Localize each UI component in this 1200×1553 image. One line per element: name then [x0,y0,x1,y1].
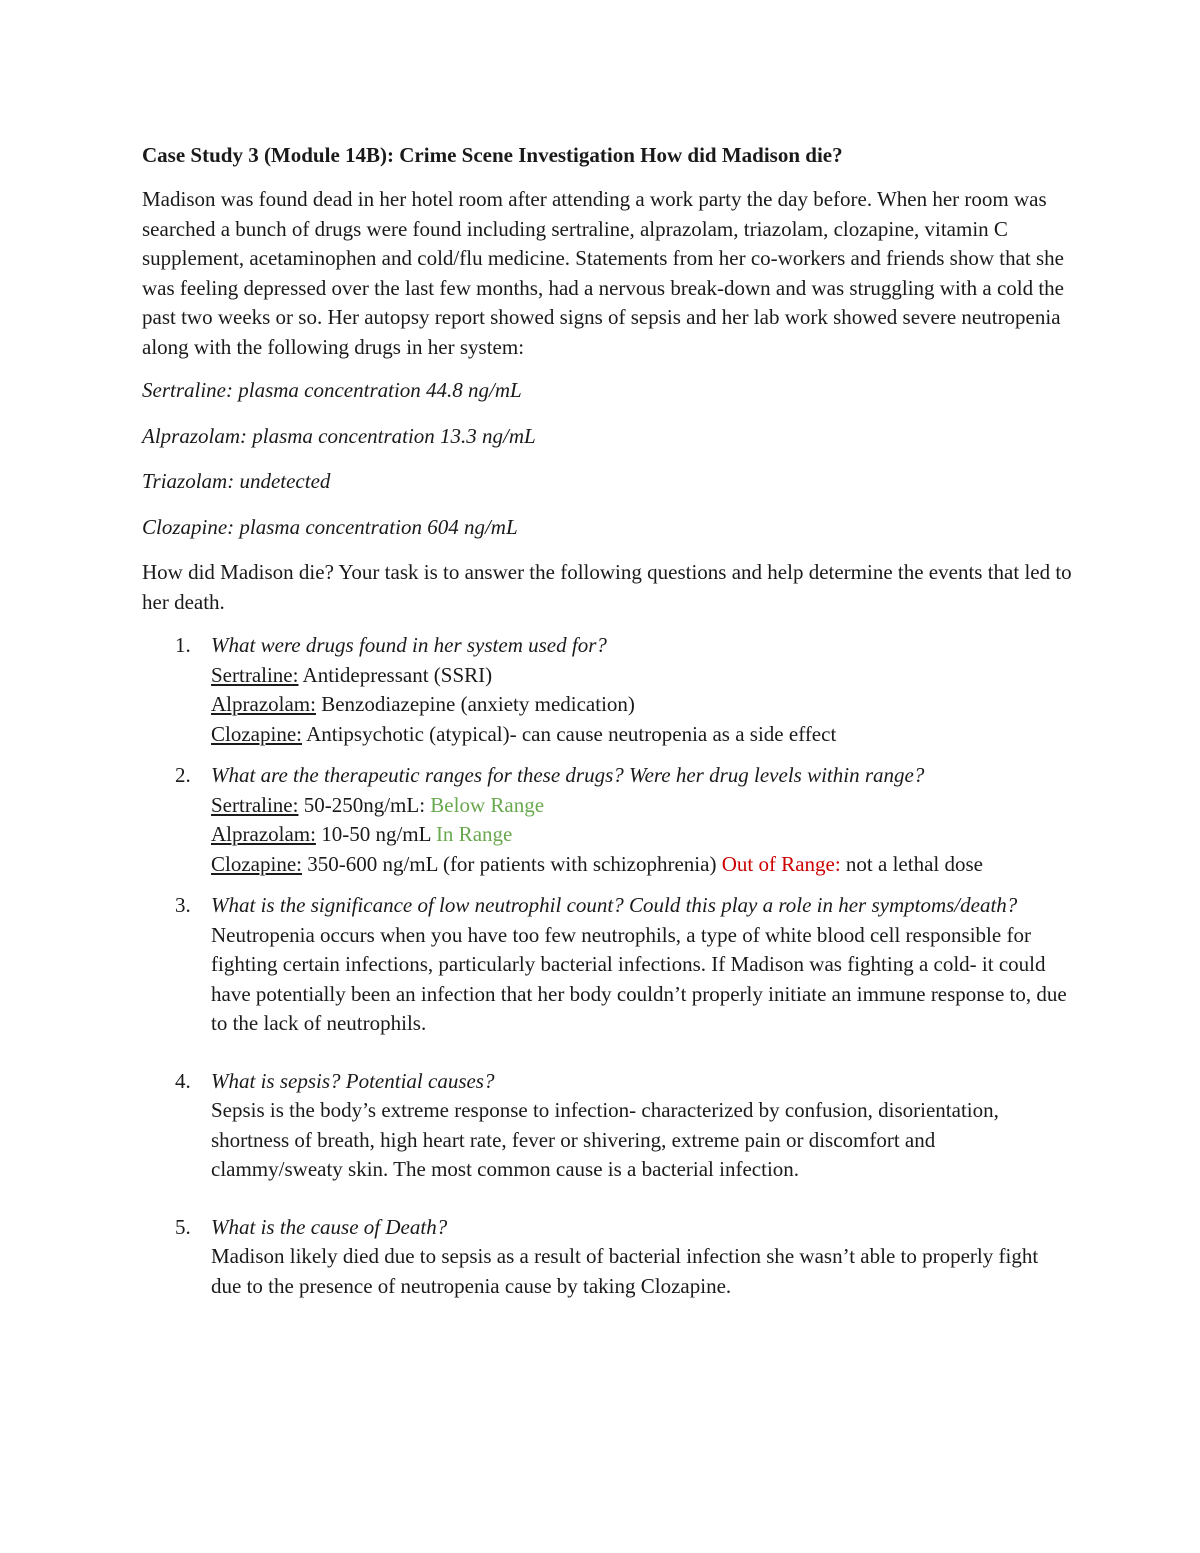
range-status: Out of Range: [721,851,841,876]
range-note: not a lethal dose [840,851,983,876]
therapeutic-range: 10-50 ng/mL [315,822,436,846]
answer-text: Madison likely died due to sepsis as a result of bacterial infection she wasn’t able to properly fight due to the presence of neutropenia cause by taking Clozapine. [211,1244,1039,1298]
drug-use: Benzodiazepine (anxiety medication) [315,692,635,716]
drug-level-clozapine: Clozapine: plasma concentration 604 ng/mL [142,514,518,539]
drug-level-sertraline: Sertraline: plasma concentration 44.8 ng/mL [142,378,522,402]
drug-name: Clozapine: [211,721,302,746]
question-number: 4. [175,1068,191,1093]
document-page [142,140,1072,1313]
drug-name: Alprazolam: [211,822,316,846]
questions-list [142,631,1072,1301]
drug-level-alprazolam: Alprazolam: plasma concentration 13.3 ng/mL [142,423,536,448]
question-text: What were drugs found in her system used for? [211,633,607,657]
answer-text: Neutropenia occurs when you have too few neutrophils, a type of white blood cell responsible for fighting certain infections, particularly bacterial infections. If Madison was fighting a cold- it could have potentially been an infection that her body couldn’t properly initiate an immune response to, due to the lack of neutrophils. [211,922,1067,1035]
drug-use: Antipsychotic (atypical)- can cause neutropenia as a side effect [301,721,837,746]
question-text: What is the cause of Death? [211,1214,448,1239]
drug-name: Sertraline: [211,792,299,817]
question-item-4 [142,1067,1072,1185]
answer-row [211,820,1072,850]
answer-row [211,791,1072,821]
question-text: What is the significance of low neutrophil count? Could this play a role in her symptoms/death? [211,893,1018,917]
range-status: Below Range [430,792,545,817]
task-paragraph: How did Madison die? Your task is to answer the following questions and help determine the events that led to her death. [142,560,1072,614]
question-item-3 [142,891,1072,1039]
therapeutic-range: 50-250ng/mL: [298,792,431,817]
question-text: What is sepsis? Potential causes? [211,1068,495,1093]
question-item-5 [142,1213,1072,1302]
therapeutic-range: 350-600 ng/mL (for patients with schizophrenia) [301,851,722,876]
range-status: In Range [435,822,513,846]
answer-row [211,850,1072,880]
question-text: What are the therapeutic ranges for these drugs? Were her drug levels within range? [211,763,925,787]
drug-name: Clozapine: [211,851,302,876]
answer-row [211,661,1072,691]
answer-text: Sepsis is the body’s extreme response to infection- characterized by confusion, disorientation, shortness of breath, high heart rate, fever or shivering, extreme pain or discomfort and clammy/sweaty skin. The most common cause is a bacterial infection. [211,1098,999,1181]
question-number: 3. [175,893,191,917]
question-item-1 [142,631,1072,749]
question-number: 5. [175,1214,191,1239]
drug-use: Antidepressant (SSRI) [298,662,493,687]
question-number: 1. [175,633,191,657]
drug-name: Alprazolam: [211,692,316,716]
answer-row [211,720,1072,750]
drug-level-triazolam: Triazolam: undetected [142,469,331,493]
question-number: 2. [175,763,191,787]
answer-row [211,690,1072,720]
document-title: Case Study 3 (Module 14B): Crime Scene Investigation How did Madison die? [142,143,843,167]
intro-paragraph: Madison was found dead in her hotel room after attending a work party the day before. When her room was searched a bunch of drugs were found including sertraline, alprazolam, triazolam, clozapine, vitamin C supplement, acetaminophen and cold/flu medicine. Statements from her co-workers and friends show that she was feeling depressed over the last few months, had a nervous break-down and was struggling with a cold the past two weeks or so. Her autopsy report showed signs of sepsis and her lab work showed severe neutropenia along with the following drugs in her system: [142,187,1065,359]
question-item-2 [142,761,1072,879]
drug-name: Sertraline: [211,662,299,687]
